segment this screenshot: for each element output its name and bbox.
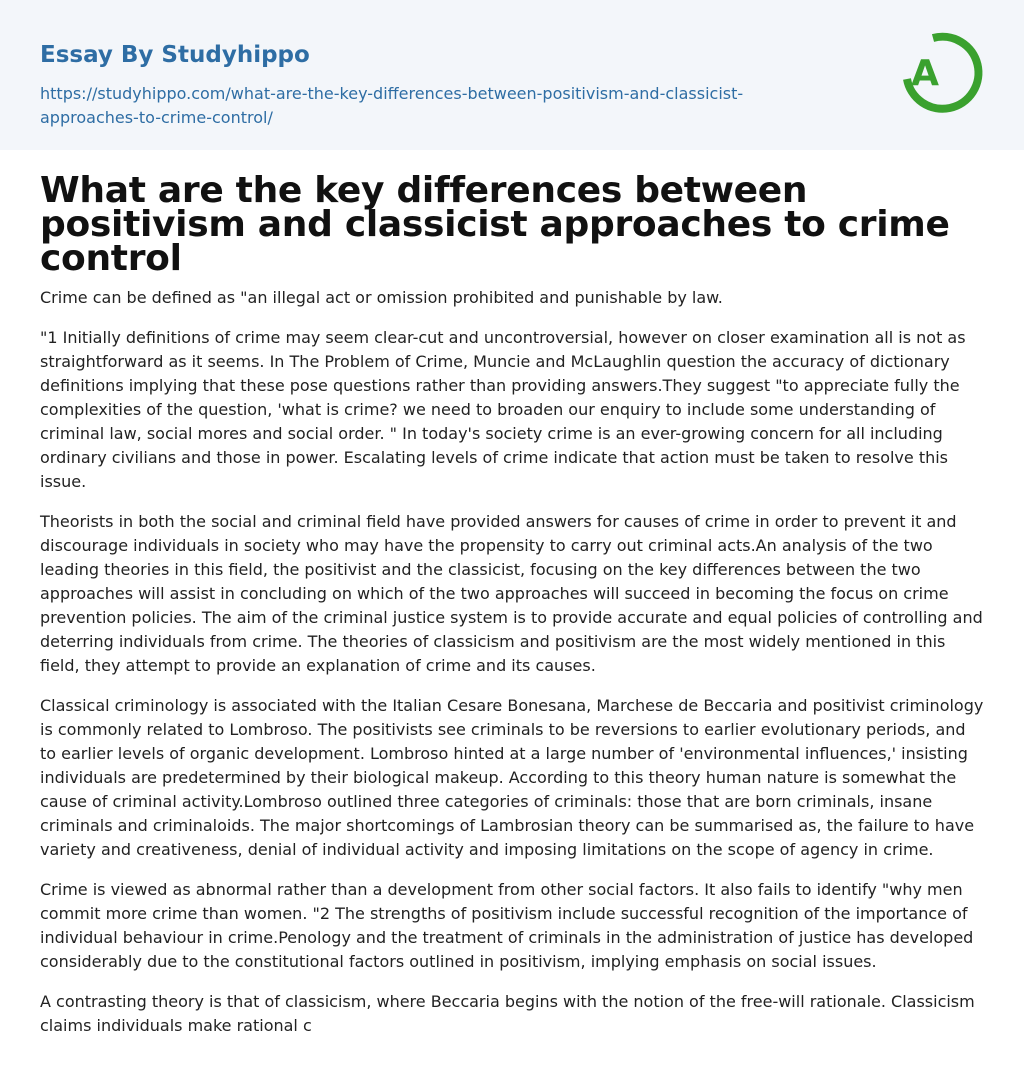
- site-header: [0, 0, 1024, 150]
- essay-paragraph: Classical criminology is associated with the Italian Cesare Bonesana, Marchese de Beccaria and positivist criminology is commonly related to Lombroso. The positivists see criminals to be reversions to earlier evolutionary periods, and to earlier levels of organic development. Lombroso hinted at a large number of 'environmental influences,' insisting individuals are predetermined by their biological makeup. According to this theory human nature is somewhat the cause of criminal activity.Lombroso outlined three categories of criminals: those that are born criminals, insane criminals and criminaloids. The major shortcomings of Lambrosian theory can be summarised as, the failure to have variety and creativeness, denial of individual activity and imposing limitations on the scope of agency in crime.: [40, 696, 984, 859]
- essay-paragraph: Theorists in both the social and criminal field have provided answers for causes of crime in order to prevent it and discourage individuals in society who may have the propensity to carry out criminal acts.An analysis of the two leading theories in this field, the positivist and the classicist, focusing on the key differences between the two approaches will assist in concluding on which of the two approaches will succeed in becoming the focus on crime prevention policies. The aim of the criminal justice system is to provide accurate and equal policies of controlling and deterring individuals from crime. The theories of classicism and positivism are the most widely mentioned in this field, they attempt to provide an explanation of crime and its causes.: [40, 512, 983, 675]
- essay-paragraph: Crime is viewed as abnormal rather than a development from other social factors. It also fails to identify "why men commit more crime than women. "2 The strengths of positivism include successful recognition of the importance of individual behaviour in crime.Penology and the treatment of criminals in the administration of justice has developed considerably due to the constitutional factors outlined in positivism, implying emphasis on social issues.: [40, 880, 974, 971]
- site-brand[interactable]: Essay By Studyhippo: [40, 42, 310, 68]
- essay-paragraph: A contrasting theory is that of classicism, where Beccaria begins with the notion of the free-will rationale. Classicism claims individuals make rational c: [40, 992, 975, 1035]
- logo-letter: A: [911, 53, 939, 94]
- essay-title: What are the key differences between positivism and classicist approaches to crime control: [40, 170, 950, 279]
- essay-content: [0, 170, 1024, 1038]
- essay-paragraph: "1 Initially definitions of crime may seem clear-cut and uncontroversial, however on closer examination all is not as straightforward as it seems. In The Problem of Crime, Muncie and McLaughlin question the accuracy of dictionary definitions implying that these pose questions rather than providing answers.They suggest "to appreciate fully the complexities of the question, 'what is crime? we need to broaden our enquiry to include some understanding of criminal law, social mores and social order. " In today's society crime is an ever-growing concern for all including ordinary civilians and those in power. Escalating levels of crime indicate that action must be taken to resolve this issue.: [40, 328, 966, 491]
- essay-paragraph: Crime can be defined as "an illegal act or omission prohibited and punishable by law.: [40, 288, 723, 307]
- studyhippo-logo-icon[interactable]: [899, 30, 985, 116]
- essay-url-link[interactable]: https://studyhippo.com/what-are-the-key-differences-between-positivism-and-classicist-approaches-to-crime-control/: [40, 84, 744, 127]
